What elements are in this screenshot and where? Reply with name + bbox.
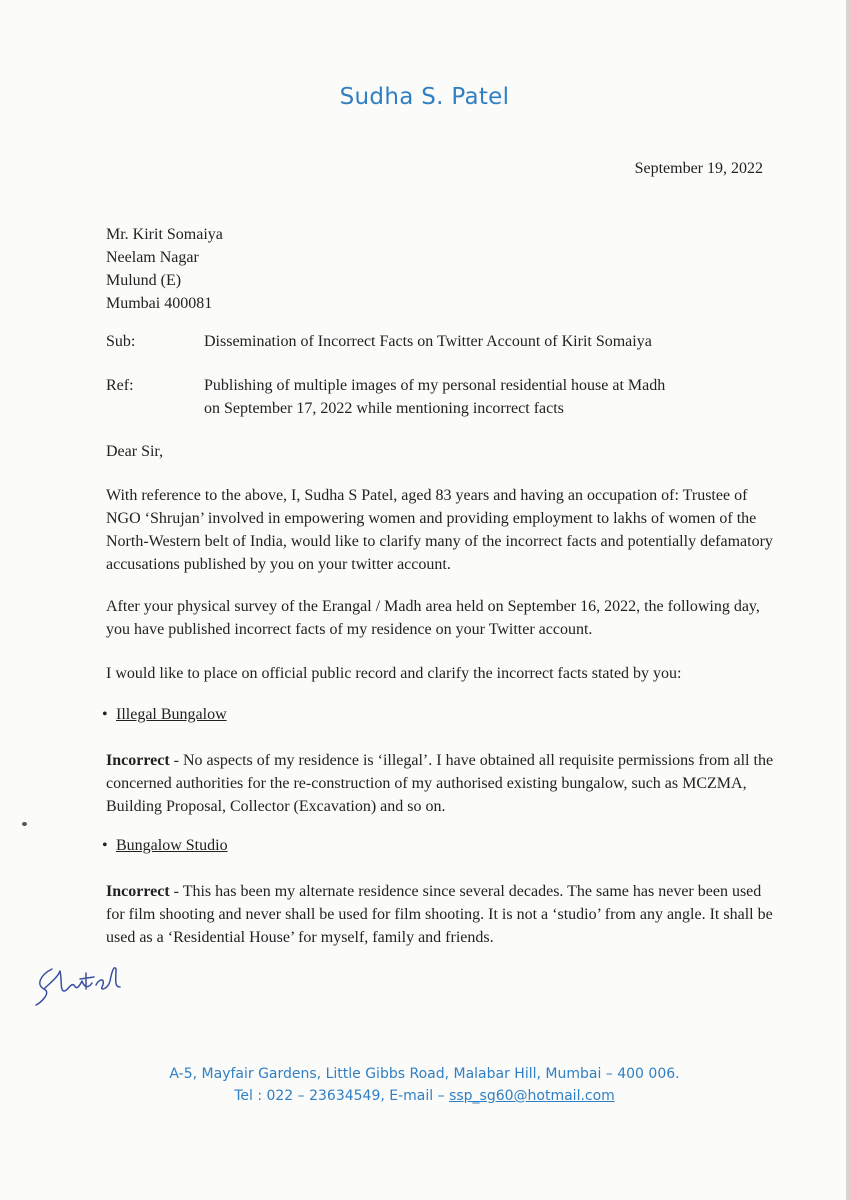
salutation: Dear Sir,	[106, 443, 164, 460]
point-body	[106, 880, 774, 949]
reference-line: on September 17, 2022 while mentioning incorrect facts	[204, 400, 564, 417]
recipient-line: Mulund (E)	[106, 272, 182, 289]
point-heading-row	[102, 837, 228, 855]
footer-phone: Tel : 022 – 23634549, E-mail –	[234, 1088, 450, 1104]
point-verdict: Incorrect	[106, 883, 170, 900]
subject-text: Dissemination of Incorrect Facts on Twitter Account of Kirit Somaiya	[204, 333, 652, 350]
letterhead-name: Sudha S. Patel	[339, 84, 510, 110]
recipient-line: Mumbai 400081	[106, 295, 213, 312]
recipient-line: Mr. Kirit Somaiya	[106, 226, 223, 243]
paragraph-record: I would like to place on official public record and clarify the incorrect facts stated by you:	[106, 665, 682, 682]
handwritten-signature	[30, 955, 140, 1015]
reference-text	[204, 374, 764, 420]
footer-contact	[0, 1086, 849, 1107]
paragraph-survey: After your physical survey of the Erangal / Madh area held on September 16, 2022, the following day, you have published incorrect facts of my residence on your Twitter account.	[106, 598, 760, 638]
bullet-dot: •	[102, 837, 108, 854]
point-text: - No aspects of my residence is ‘illegal’. I have obtained all requisite permissions from all the concerned authorities for the re-construction of my authorised existing bungalow, such as MCZMA, Building Proposal, Collector (Excavation) and so on.	[106, 752, 774, 815]
point-verdict: Incorrect	[106, 752, 170, 769]
recipient-address	[106, 223, 223, 315]
footer-address: A-5, Mayfair Gardens, Little Gibbs Road, Malabar Hill, Mumbai – 400 006.	[169, 1066, 680, 1082]
paper-speck	[22, 822, 27, 826]
point-heading: Illegal Bungalow	[116, 706, 227, 723]
subject-label: Sub:	[106, 333, 136, 350]
recipient-line: Neelam Nagar	[106, 249, 199, 266]
bullet-dot: •	[102, 706, 108, 723]
reference-label: Ref:	[106, 377, 134, 394]
reference-line: Publishing of multiple images of my personal residential house at Madh	[204, 377, 666, 394]
letter-date: September 19, 2022	[634, 160, 763, 177]
point-body	[106, 749, 774, 818]
point-heading: Bungalow Studio	[116, 837, 228, 854]
point-heading-row	[102, 706, 227, 724]
paragraph-intro: With reference to the above, I, Sudha S Patel, aged 83 years and having an occupation of: Trustee of NGO ‘Shrujan’ involved in empowering women and providing employment to lakhs of women of the North-Western belt of India, would like to clarify many of the incorrect facts and potentially defamatory accusations published by you on your twitter account.	[106, 487, 773, 573]
point-text: - This has been my alternate residence since several decades. The same has never been used for film shooting and never shall be used for film shooting. It is not a ‘studio’ from any angle. It shall be used as a ‘Residential House’ for myself, family and friends.	[106, 883, 773, 946]
footer-email-link[interactable]: ssp_sg60@hotmail.com	[449, 1088, 615, 1104]
